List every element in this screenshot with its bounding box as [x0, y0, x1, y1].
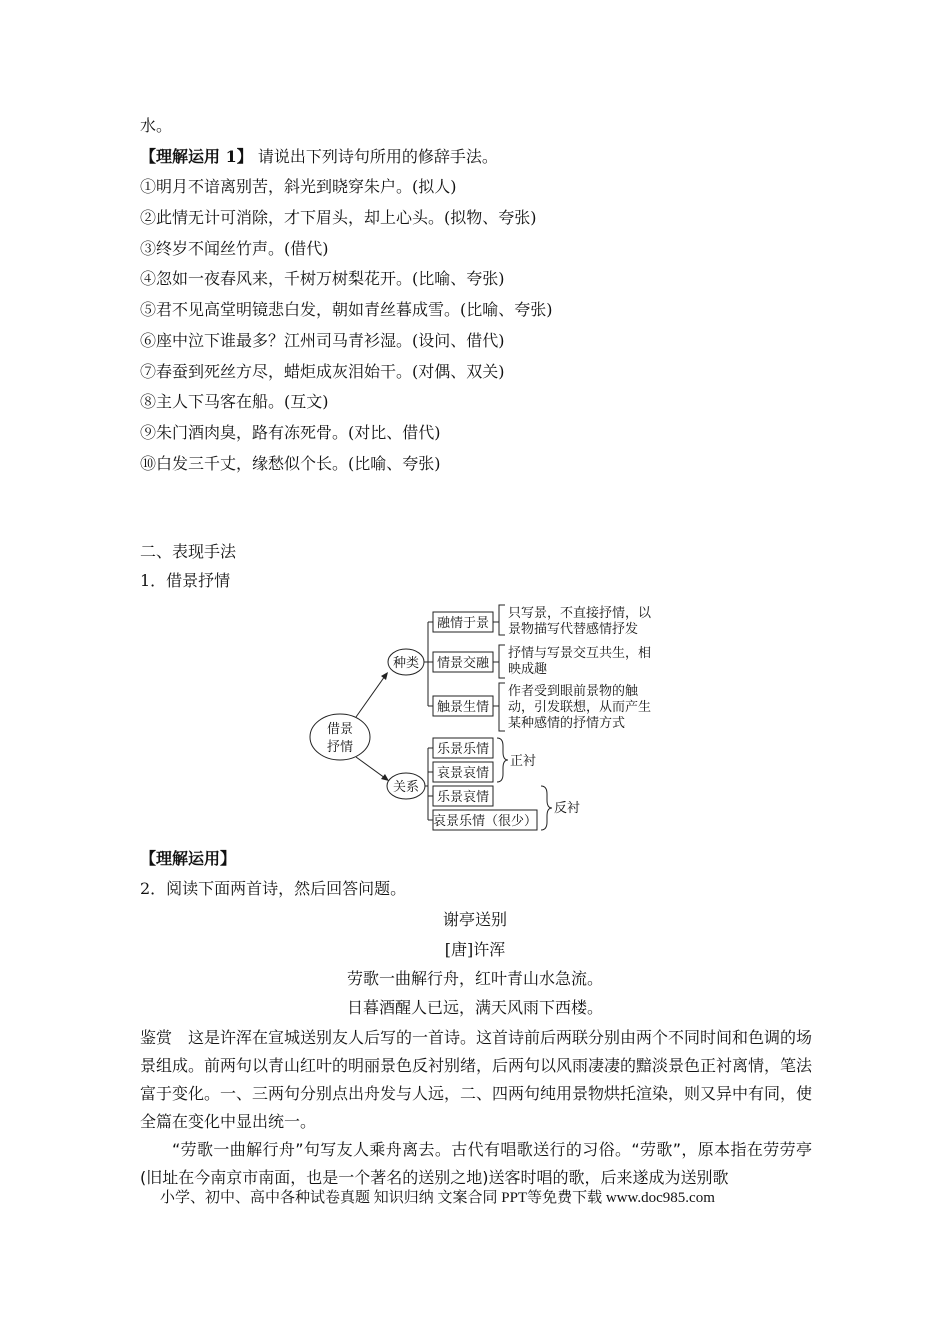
poem-author: [唐]许浑: [444, 940, 506, 959]
section-2-subtitle: 1．借景抒情: [140, 571, 231, 590]
kind-label: 情景交融: [436, 656, 490, 671]
kind-desc: 某种感情的抒情方式: [508, 716, 626, 731]
relation-item: 哀景乐情（很少）: [432, 814, 538, 829]
kinds-label: 种类: [392, 656, 420, 671]
relation-item: 乐景乐情: [436, 742, 490, 757]
rhetoric-item: ①明月不谙离别苦，斜光到晓穿朱户。(拟人): [140, 177, 457, 196]
relation-item: 乐景哀情: [436, 790, 490, 805]
kind-desc: 动，引发联想，从而产生: [508, 700, 652, 715]
brace-negative: [541, 786, 552, 830]
kind-label: 融情于景: [436, 616, 490, 631]
practice-1-heading: 【理解运用 1】: [140, 147, 253, 166]
brace-positive: [497, 738, 508, 782]
rhetoric-item: ⑨朱门酒肉臭，路有冻死骨。(对比、借代): [140, 423, 441, 442]
appreciation-paragraph: 鉴赏 这是许浑在宣城送别友人后写的一首诗。这首诗前后两联分别由两个不同时间和色调的场景组成。前两句以青山红叶的明丽景色反衬别绪，后两句以风雨凄凄的黯淡景色正衬离情，笔法富于变化。一、三两句分别点出舟发与人远，二、四两句纯用景物烘托渲染，则又异中有同，使全篇在变化中显出统一。: [140, 1028, 813, 1131]
kind-desc: 抒情与写景交互共生，相: [508, 646, 652, 661]
rhetoric-item: ③终岁不闻丝竹声。(借代): [140, 239, 329, 258]
group-label-positive: 正衬: [510, 754, 537, 769]
rhetoric-item: ④忽如一夜春风来，千树万树梨花开。(比喻、夸张): [140, 269, 505, 288]
section-2-title: 二、表现手法: [140, 542, 237, 561]
page-footer: 小学、初中、高中各种试卷真题 知识归纳 文案合同 PPT等免费下载 www.doc985.com: [160, 1190, 715, 1206]
practice-2-question: 2．阅读下面两首诗，然后回答问题。: [140, 879, 407, 898]
kind-desc: 映成趣: [508, 662, 548, 677]
continuation-text: 水。: [140, 116, 173, 135]
rhetoric-item: ⑤君不见高堂明镜悲白发，朝如青丝暮成雪。(比喻、夸张): [140, 300, 553, 319]
explanation-paragraph: “劳歌一曲解行舟”句写友人乘舟离去。古代有唱歌送行的习俗。“劳歌”，原本指在劳劳亭(旧址在今南京市南面，也是一个著名的送别之地)送客时唱的歌，后来遂成为送别歌: [140, 1140, 812, 1187]
rhetoric-item: ⑧主人下马客在船。(互文): [140, 392, 329, 411]
root-label-line: 借景: [326, 722, 354, 737]
poem-title: 谢亭送别: [442, 910, 507, 929]
rhetoric-item: ②此情无计可消除，才下眉头，却上心头。(拟物、夸张): [140, 208, 537, 227]
rhetoric-item: ⑥座中泣下谁最多？江州司马青衫湿。(设问、借代): [140, 331, 505, 350]
appreciation-text: [140, 1024, 812, 1192]
rhetoric-item: ⑦春蚕到死丝方尽，蜡炬成灰泪始干。(对偶、双关): [140, 362, 505, 381]
relation-item: 哀景哀情: [436, 766, 490, 781]
group-label-negative: 反衬: [554, 801, 581, 816]
poem-line: 劳歌一曲解行舟，红叶青山水急流。: [346, 969, 603, 988]
kind-label: 触景生情: [436, 700, 490, 715]
root-label-line: 抒情: [326, 740, 354, 755]
relation-label: 关系: [392, 780, 420, 795]
poem-line: 日暮酒醒人已远，满天风雨下西楼。: [346, 998, 603, 1017]
kind-desc: 只写景，不直接抒情，以: [508, 606, 652, 621]
rhetoric-item: ⑩白发三千丈，缘愁似个长。(比喻、夸张): [140, 454, 441, 473]
kind-desc: 作者受到眼前景物的触: [508, 684, 639, 699]
practice-1-prompt: 请说出下列诗句所用的修辞手法。: [257, 147, 498, 166]
practice-2-heading: 【理解运用】: [140, 849, 237, 868]
kind-desc: 景物描写代替感情抒发: [508, 622, 639, 637]
